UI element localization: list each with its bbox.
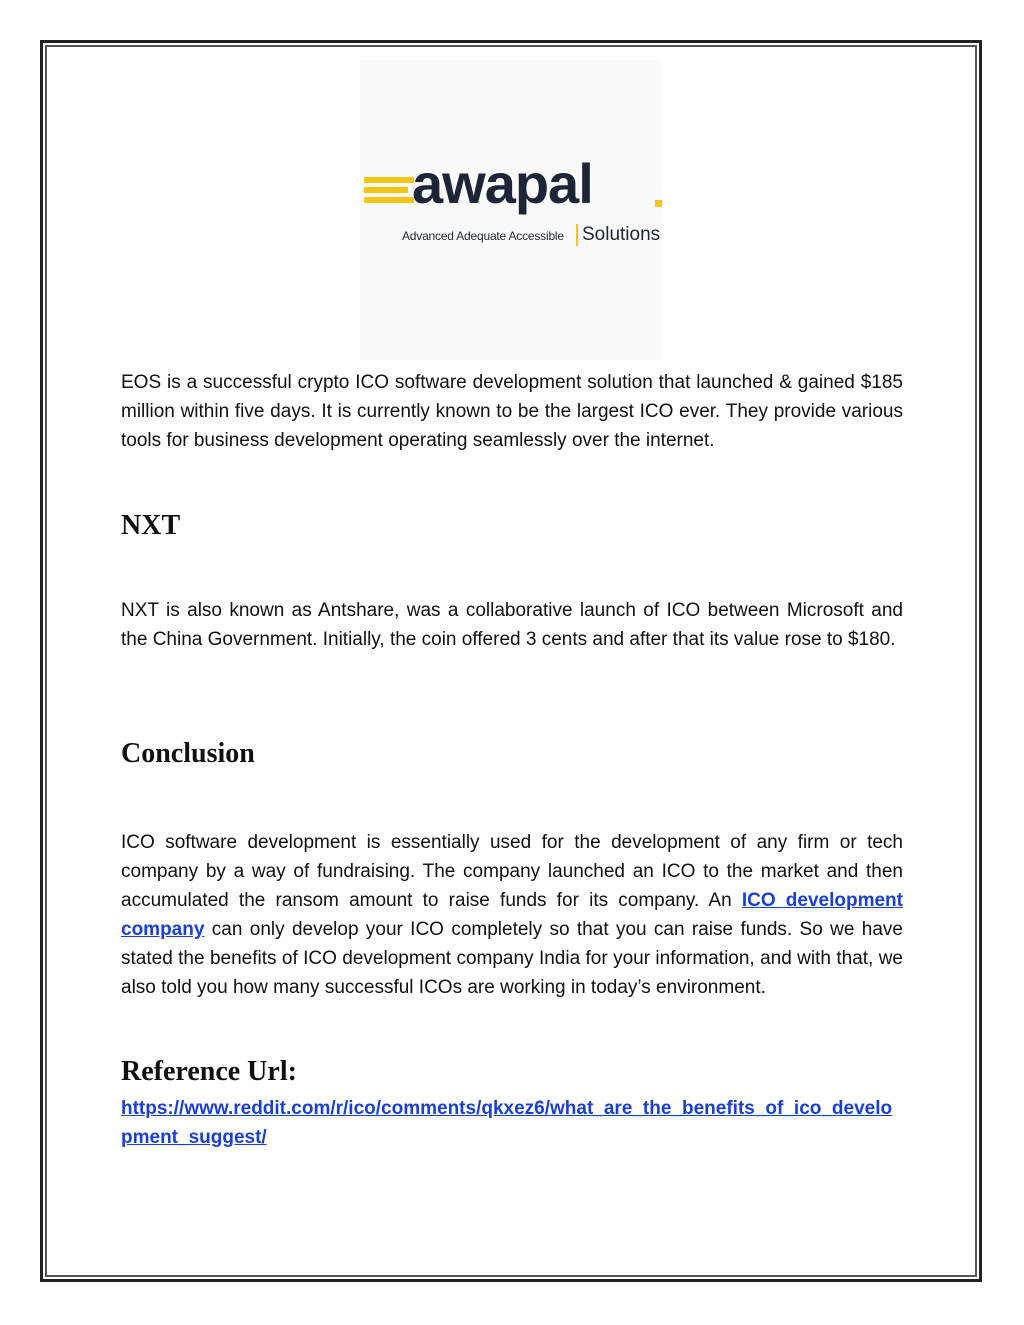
nxt-heading: NXT [121,510,181,541]
logo-suffix: Solutions [582,224,661,245]
logo-wordmark: awapal [412,152,593,215]
reference-url-block [121,1094,903,1152]
logo-divider [576,224,578,246]
nxt-paragraph: NXT is also known as Antshare, was a collaborative launch of ICO between Microsoft and the China Government. Initially, the coin offered 3 cents and after that its value rose to $180. [121,600,903,650]
conclusion-text-part2: can only develop your ICO completely so that you can raise funds. So we have stated the benefits of ICO development company India for your information, and with that, we also told you how many successful ICOs are working in today’s environment. [121,919,903,998]
reference-url-link[interactable]: https://www.reddit.com/r/ico/comments/qkxez6/what_are_the_benefits_of_ico_development_suggest/ [121,1098,893,1148]
logo-tagline: Advanced Adequate Accessible [402,229,564,243]
conclusion-paragraph [121,828,903,1002]
logo-dot-icon [655,200,662,207]
logo-bars-icon [364,177,414,207]
eos-paragraph: EOS is a successful crypto ICO software development solution that launched & gained $185 million within five days. It is currently known to be the largest ICO ever. They provide various tools for business development operating seamlessly over the internet. [121,372,903,451]
ico-development-company-link[interactable]: ICO development company [121,890,903,940]
reference-heading: Reference Url: [121,1056,297,1087]
conclusion-text-part1: ICO software development is essentially used for the development of any firm or tech company by a way of fundraising. The company launched an ICO to the market and then accumulated the ransom amount to raise funds for its company. An [121,832,903,911]
company-logo [360,60,662,360]
conclusion-heading: Conclusion [121,738,255,769]
